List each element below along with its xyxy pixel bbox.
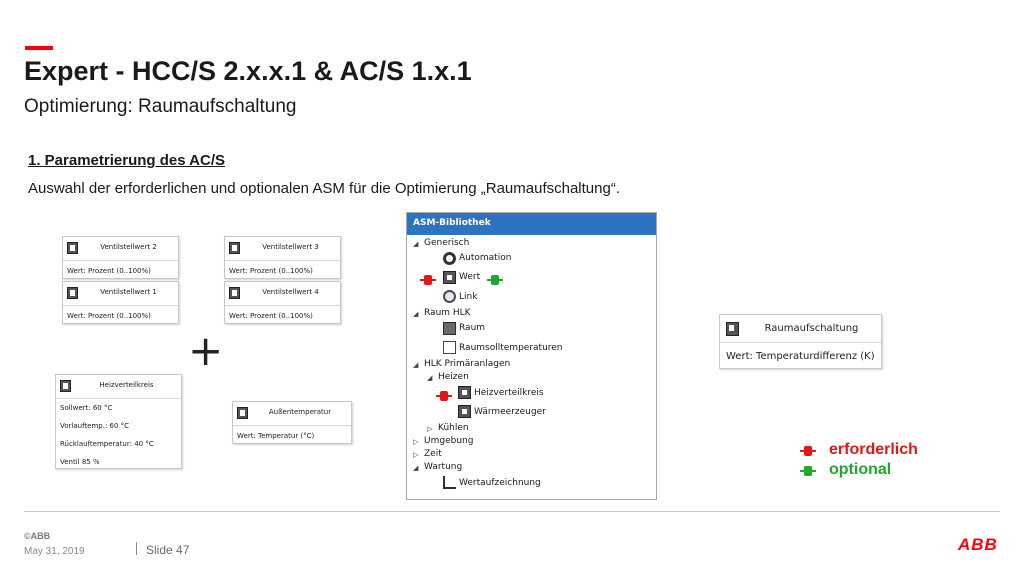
section-heading: 1. Parametrierung des AC/S — [28, 152, 226, 169]
tree-item-automation[interactable]: Automation — [459, 253, 512, 263]
tree-item-hlk-primaeranlagen[interactable]: HLK Primäranlagen — [424, 359, 511, 369]
tree-item-kuehlen[interactable]: Kühlen — [438, 423, 469, 433]
expanded-triangle-icon[interactable]: ◢ — [413, 310, 419, 318]
required-pin-icon — [436, 391, 452, 401]
legend-optional: optional — [829, 461, 892, 478]
link-icon — [443, 290, 456, 303]
card-value: Wert: Temperaturdifferenz (K) — [726, 351, 875, 362]
card-value: Wert: Prozent (0..100%) — [67, 267, 151, 275]
card-raumaufschaltung[interactable] — [719, 314, 882, 369]
room-icon — [443, 322, 456, 335]
tree-item-link[interactable]: Link — [459, 292, 478, 302]
tree-item-raum-hlk[interactable]: Raum HLK — [424, 308, 471, 318]
footer-date: May 31, 2019 — [24, 546, 85, 557]
module-icon — [67, 242, 78, 254]
card-heizverteilkreis[interactable] — [55, 374, 182, 469]
module-icon — [229, 242, 240, 254]
tree-item-zeit[interactable]: Zeit — [424, 449, 442, 459]
module-icon — [67, 287, 78, 299]
card-title: Außentemperatur — [268, 408, 332, 416]
heat-generator-icon — [458, 405, 471, 418]
required-pin-icon — [800, 446, 816, 456]
required-pin-icon — [420, 275, 436, 285]
card-row: Rücklauftemperatur: 40 °C — [60, 440, 154, 448]
page-title: Expert - HCC/S 2.x.x.1 & AC/S 1.x.1 — [24, 56, 472, 86]
collapsed-triangle-icon[interactable]: ▷ — [413, 438, 419, 446]
tree-item-waermeerzeuger[interactable]: Wärmeerzeuger — [474, 407, 546, 417]
slide-number: Slide 47 — [146, 543, 190, 557]
tree-item-heizverteilkreis[interactable]: Heizverteilkreis — [474, 388, 544, 398]
gear-icon — [443, 252, 456, 265]
tree-item-raumsolltemperaturen[interactable]: Raumsolltemperaturen — [459, 343, 563, 353]
description-text: Auswahl der erforderlichen und optionalen ASM für die Optimierung „Raumaufschaltung“. — [28, 180, 620, 197]
tree-item-wartung[interactable]: Wartung — [424, 462, 463, 472]
card-ventilstellwert-1[interactable] — [62, 281, 179, 324]
page-subtitle: Optimierung: Raumaufschaltung — [24, 96, 297, 117]
accent-bar — [25, 46, 53, 50]
card-ventilstellwert-3[interactable] — [224, 236, 341, 279]
expanded-triangle-icon[interactable]: ◢ — [413, 464, 419, 472]
library-title: ASM-Bibliothek — [407, 213, 656, 235]
thermostat-icon — [443, 341, 456, 354]
footer-divider — [24, 511, 1000, 512]
module-icon — [229, 287, 240, 299]
module-icon — [726, 322, 739, 336]
chart-icon — [443, 476, 456, 489]
plus-sign: + — [188, 326, 224, 375]
legend-required: erforderlich — [829, 441, 918, 458]
card-value: Wert: Prozent (0..100%) — [229, 267, 313, 275]
tree-item-heizen[interactable]: Heizen — [438, 372, 469, 382]
value-module-icon — [443, 271, 456, 284]
card-row: Sollwert: 60 °C — [60, 404, 113, 412]
heating-circuit-icon — [60, 380, 71, 392]
tree-item-wertaufzeichnung[interactable]: Wertaufzeichnung — [459, 478, 541, 488]
card-aussentemperatur[interactable] — [232, 401, 352, 444]
card-value: Wert: Prozent (0..100%) — [67, 312, 151, 320]
card-ventilstellwert-2[interactable] — [62, 236, 179, 279]
module-icon — [237, 407, 248, 419]
card-title: Ventilstellwert 3 — [262, 243, 319, 251]
heating-circuit-icon — [458, 386, 471, 399]
expanded-triangle-icon[interactable]: ◢ — [427, 374, 433, 382]
optional-pin-icon — [800, 466, 816, 476]
card-row: Ventil 85 % — [60, 458, 100, 466]
expanded-triangle-icon[interactable]: ◢ — [413, 361, 419, 369]
card-title: Ventilstellwert 4 — [262, 288, 319, 296]
tree-item-generisch[interactable]: Generisch — [424, 238, 470, 248]
tree-item-umgebung[interactable]: Umgebung — [424, 436, 474, 446]
card-value: Wert: Temperatur (°C) — [237, 432, 315, 440]
abb-logo: ABB — [958, 535, 998, 554]
collapsed-triangle-icon[interactable]: ▷ — [427, 425, 433, 433]
card-title: Ventilstellwert 1 — [100, 288, 157, 296]
expanded-triangle-icon[interactable]: ◢ — [413, 240, 419, 248]
tree-item-raum[interactable]: Raum — [459, 323, 486, 333]
footer-separator — [136, 542, 137, 555]
card-ventilstellwert-4[interactable] — [224, 281, 341, 324]
copyright: ©ABB — [24, 531, 51, 541]
card-title: Ventilstellwert 2 — [100, 243, 157, 251]
card-value: Wert: Prozent (0..100%) — [229, 312, 313, 320]
collapsed-triangle-icon[interactable]: ▷ — [413, 451, 419, 459]
card-title: Raumaufschaltung — [764, 323, 859, 334]
optional-pin-icon — [487, 275, 503, 285]
card-title: Heizverteilkreis — [99, 381, 154, 389]
asm-library-panel[interactable] — [406, 212, 657, 500]
card-row: Vorlauftemp.: 60 °C — [60, 422, 130, 430]
tree-item-wert[interactable]: Wert — [459, 272, 481, 282]
